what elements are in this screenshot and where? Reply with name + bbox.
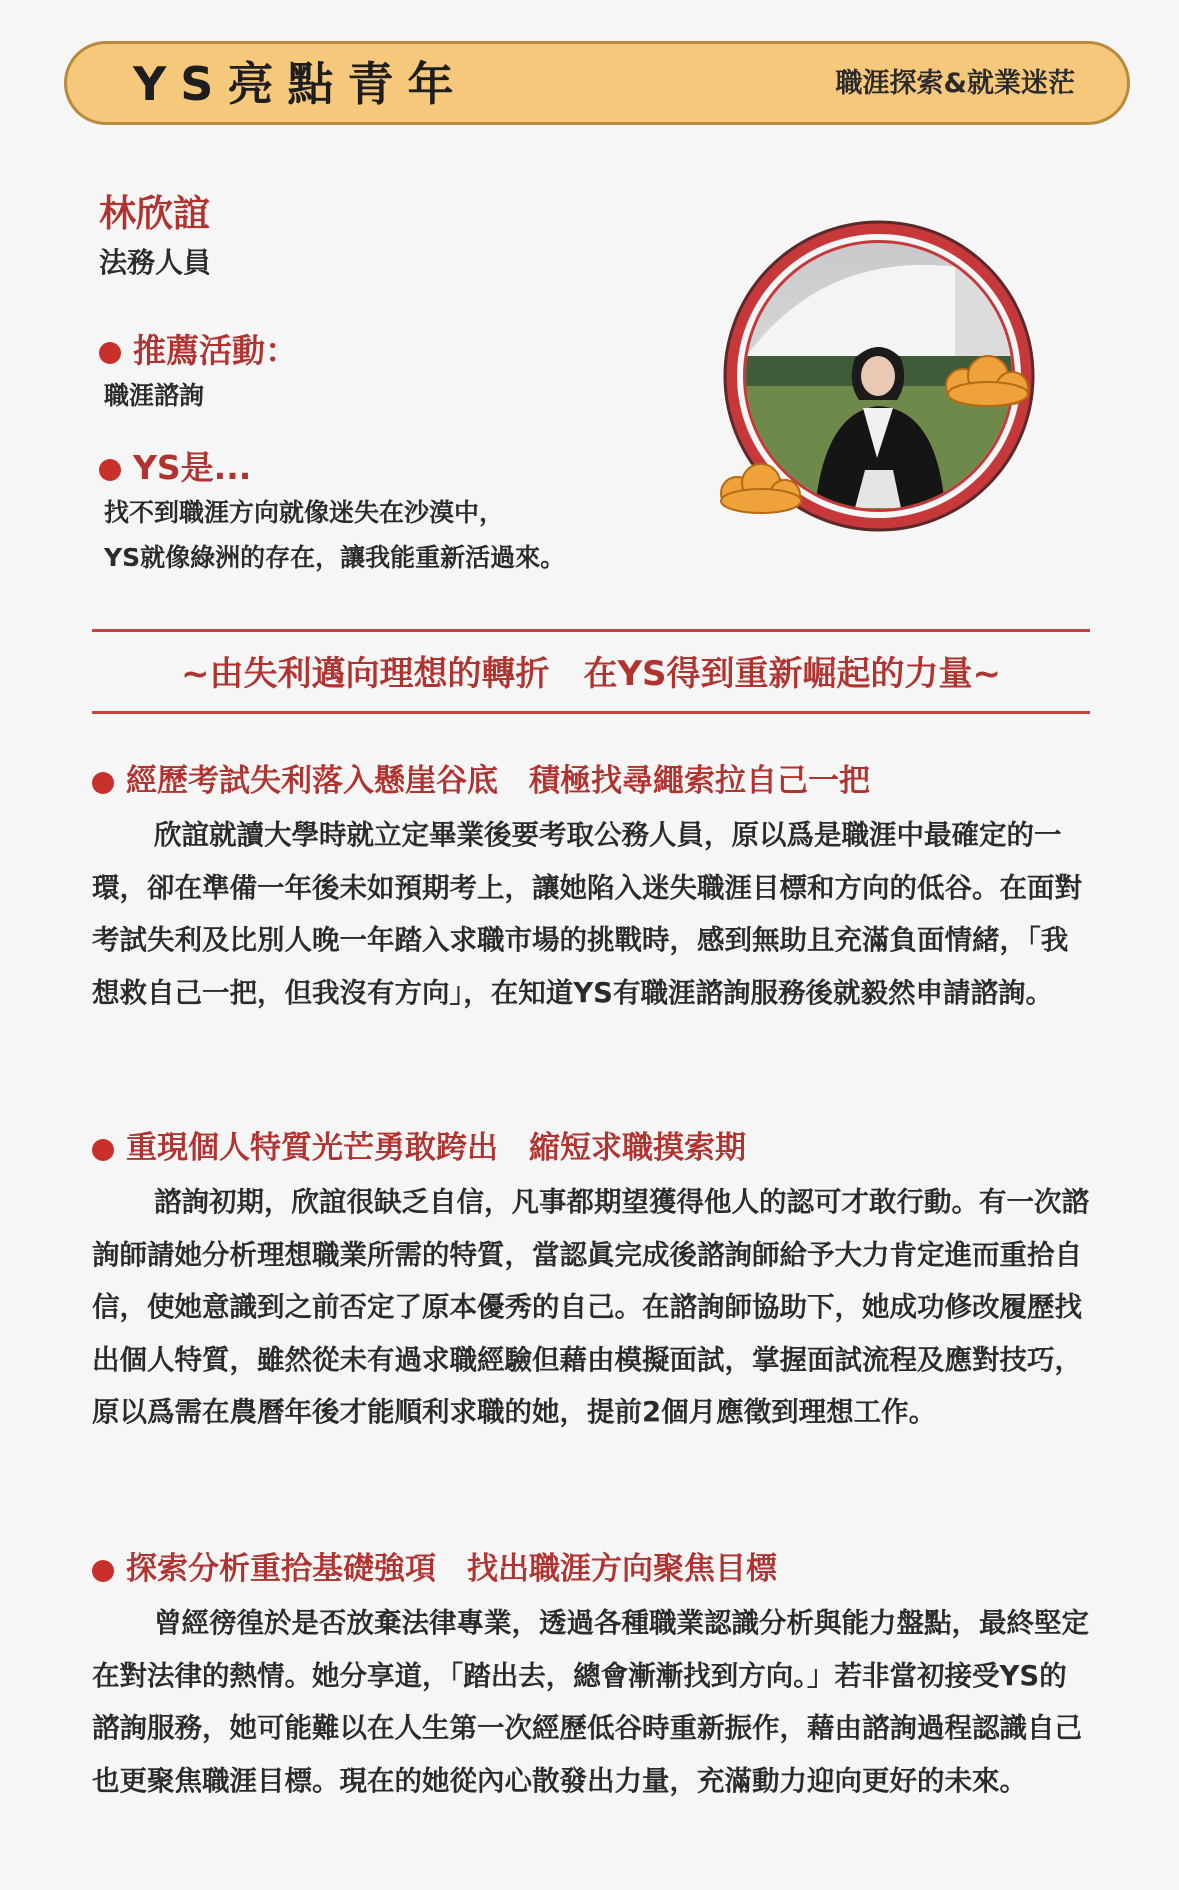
- header-banner: [64, 41, 1130, 125]
- section-heading-3: [92, 1546, 777, 1592]
- banner-tag: 職涯探索&就業迷茫: [835, 68, 1075, 99]
- portrait-photo: [705, 208, 1085, 538]
- section-heading-text: 經歷考試失利落入懸崖谷底 積極找尋繩索拉自己一把: [126, 763, 870, 799]
- divider-top: [92, 629, 1090, 632]
- activity-value: 職涯諮詢: [104, 381, 205, 410]
- slogan: ~由失利邁向理想的轉折 在YS得到重新崛起的力量~: [180, 654, 1002, 694]
- person-name: 林欣誼: [99, 192, 210, 235]
- bullet-dot-icon: [92, 1139, 114, 1161]
- activity-label-row: [99, 328, 298, 374]
- ys-quote-line-1: 找不到職涯方向就像迷失在沙漠中，: [104, 498, 505, 527]
- section-body-3: 曾經徬徨於是否放棄法律專業，透過各種職業認識分析與能力盤點，最終堅定在對法律的熱情。她分享道，「踏出去，總會漸漸找到方向。」若非當初接受YS的諮詢服務，她可能難以在人生第一次經歷低谷時重新振作，藉由諮詢過程認識自己也更聚焦職涯目標。現在的她從內心散發出力量，充滿動力迎向更好的未來。: [92, 1607, 1089, 1797]
- portrait-frame-graphic: [705, 208, 1085, 538]
- section-heading-text: 探索分析重拾基礎強項 找出職涯方向聚焦目標: [126, 1551, 777, 1587]
- bullet-dot-icon: [92, 772, 114, 794]
- section-heading-text: 重現個人特質光芒勇敢跨出 縮短求職摸索期: [126, 1130, 746, 1166]
- bullet-dot-icon: [99, 342, 121, 364]
- section-heading-2: [92, 1125, 746, 1171]
- section-body-1: 欣誼就讀大學時就立定畢業後要考取公務人員，原以爲是職涯中最確定的一環，卻在準備一年後未如預期考上，讓她陷入迷失職涯目標和方向的低谷。在面對考試失利及比別人晚一年踏入求職市場的挑戰時，感到無助且充滿負面情緒，「我想救自己一把，但我沒有方向」，在知道YS有職涯諮詢服務後就毅然申請諮詢。: [92, 819, 1082, 1009]
- bullet-dot-icon: [92, 1560, 114, 1582]
- section-heading-1: [92, 758, 870, 804]
- bullet-dot-icon: [99, 459, 121, 481]
- divider-bottom: [92, 711, 1090, 714]
- ys-label-row: [99, 445, 251, 491]
- section-body-2: 諮詢初期，欣誼很缺乏自信，凡事都期望獲得他人的認可才敢行動。有一次諮詢師請她分析理想職業所需的特質，當認眞完成後諮詢師給予大力肯定進而重拾自信，使她意識到之前否定了原本優秀的自己。在諮詢師協助下，她成功修改履歷找出個人特質，雖然從未有過求職經驗但藉由模擬面試，掌握面試流程及應對技巧，原以爲需在農曆年後才能順利求職的她，提前2個月應徵到理想工作。: [92, 1186, 1089, 1428]
- activity-label: 推薦活動：: [133, 331, 298, 370]
- person-role: 法務人員: [99, 246, 212, 279]
- ys-quote-line-2: YS就像綠洲的存在，讓我能重新活過來。: [104, 543, 566, 572]
- ys-label: YS是...: [133, 448, 252, 487]
- banner-title: YS亮點青年: [133, 57, 468, 111]
